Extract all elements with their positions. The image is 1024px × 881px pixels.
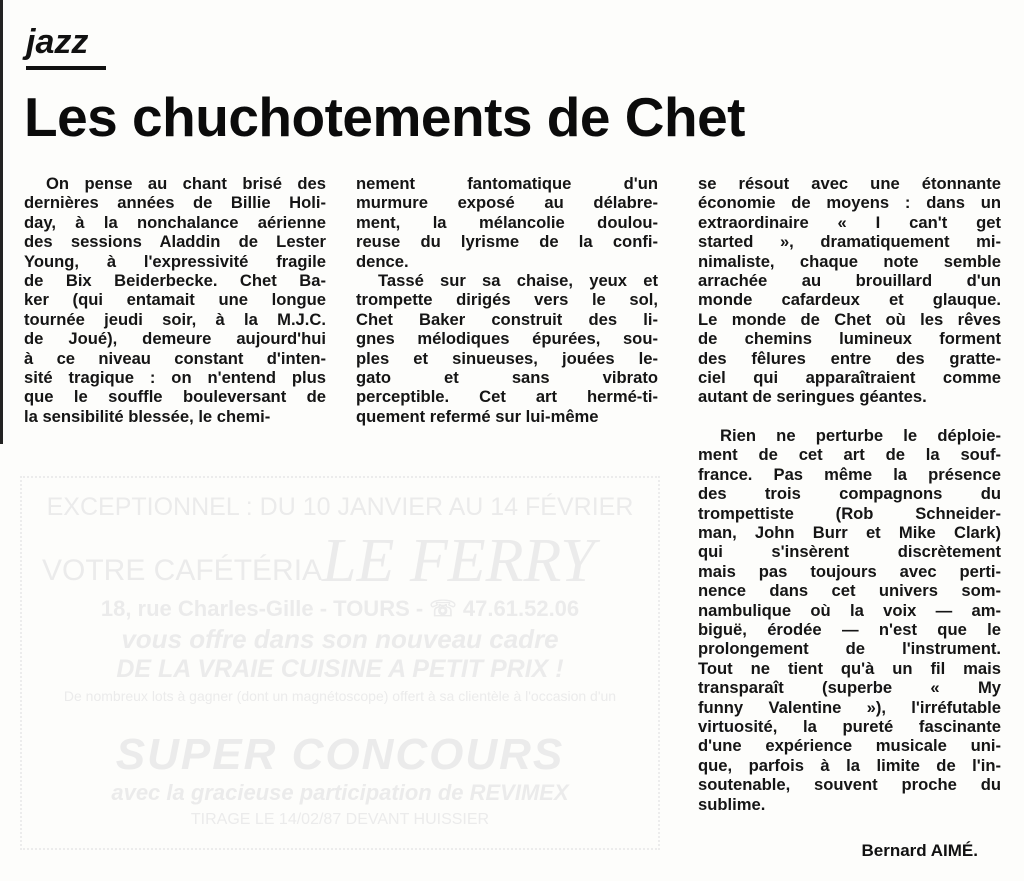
article-text-line: trompette dirigés vers le sol, [356, 290, 658, 310]
article-text-line: transparaît (superbe « My [698, 678, 1001, 698]
article-column-2 [356, 174, 658, 426]
ad-cuisine: DE LA VRAIE CUISINE A PETIT PRIX ! [116, 655, 564, 683]
article-text-line: Chet Baker construit des li- [356, 309, 658, 329]
article-text-line: quement refermé sur lui-même [356, 406, 599, 426]
kicker-underline [26, 66, 106, 70]
article-text-line: ples et sinueuses, jouées le- [356, 348, 658, 368]
article-text-line: nence dans cet univers som- [698, 581, 1001, 601]
article-text-line: de Bix Beiderbecke. Chet Ba- [24, 271, 326, 291]
article-text-line: Tout ne tient qu'à un fil mais [698, 658, 1001, 678]
article-text-line: man, John Burr et Mike Clark) [698, 522, 1001, 542]
author-byline: Bernard AIMÉ. [861, 841, 978, 860]
article-text-line: trompettiste (Rob Schneider- [698, 503, 1001, 523]
article-text-line: ment, la mélancolie doulou- [356, 212, 658, 232]
article-text-line: des trois compagnons du [698, 484, 1001, 504]
article-text-line: Tassé sur sa chaise, yeux et [378, 271, 658, 291]
article-text-line: On pense au chant brisé des [46, 174, 326, 193]
faded-advertisement [20, 476, 660, 850]
paragraph-gap [698, 407, 1001, 426]
article-column-3 [698, 174, 1001, 814]
ad-prizes: De nombreux lots à gagner (dont un magnétoscope) offert à sa clientèle à l'occasion d'un [63, 688, 617, 704]
article-text-line: dence. [356, 251, 409, 271]
article-text-line: ker (qui entamait une longue [24, 290, 326, 310]
ad-address: 18, rue Charles-Gille - TOURS - ☏ 47.61.52.06 [100, 596, 580, 621]
ad-contest: SUPER CONCOURS [115, 730, 565, 779]
article-text-line: perceptible. Cet art hermé-ti- [356, 387, 658, 407]
ad-draw: TIRAGE LE 14/02/87 DEVANT HUISSIER [190, 811, 490, 828]
article-text-line: que le souffle bouleversant de [24, 387, 326, 407]
article-text-line: des fêlures entre des gratte- [698, 348, 1001, 368]
article-text-line: à ce niveau constant d'inten- [24, 348, 326, 368]
article-text-line: extraordinaire « I can't get [698, 212, 1001, 232]
article-text-line: day, à la nonchalance aérienne [24, 212, 326, 232]
article-text-line: Young, à l'expressivité fragile [24, 251, 326, 271]
article-text-line: que, parfois à la limite de l'in- [698, 755, 1001, 775]
article-headline: Les chuchotements de Chet [24, 86, 745, 148]
article-text-line: de chemins lumineux forment [698, 329, 1001, 349]
article-text-line: gnes mélodiques épurées, sou- [356, 329, 658, 349]
article-text-line: funny Valentine »), l'irréfutable [698, 697, 1001, 717]
ad-brand: LE FERRY [322, 527, 595, 595]
ad-cafeteria-label: VOTRE CAFÉTÉRIA [42, 554, 323, 587]
article-text-line: Le monde de Chet où les rêves [698, 309, 1001, 329]
article-text-line: reuse du lyrisme de la confi- [356, 232, 658, 252]
article-text-line: arrachée au brouillard d'un [698, 271, 1001, 291]
article-text-line: autant de seringues géantes. [698, 387, 927, 407]
article-text-line: biguë, érodée — n'est que le [698, 619, 1001, 639]
article-text-line: ciel qui apparaîtraient comme [698, 368, 1001, 388]
article-text-line: mais pas toujours avec perti- [698, 561, 1001, 581]
ad-offer: vous offre dans son nouveau cadre [121, 624, 559, 654]
article-text-line: Rien ne perturbe le déploie- [720, 425, 1001, 445]
article-text-line: gato et sans vibrato [356, 368, 658, 388]
article-text-line: started », dramatiquement mi- [698, 232, 1001, 252]
article-text-line: qui s'insèrent discrètement [698, 542, 1001, 562]
article-text-line: france. Pas même la présence [698, 464, 1001, 484]
article-text-line: nement fantomatique d'un [356, 174, 658, 193]
article-text-line: tournée jeudi soir, à la M.J.C. [24, 309, 326, 329]
article-text-line: sité tragique : on n'entend plus [24, 368, 326, 388]
article-text-line: économie de moyens : dans un [698, 193, 1001, 213]
article-text-line: dernières années de Billie Holi- [24, 193, 326, 213]
article-text-line: de Joué), demeure aujourd'hui [24, 329, 326, 349]
article-text-line: la sensibilité blessée, le chemi- [24, 406, 271, 426]
article-column-1 [24, 174, 326, 426]
article-text-line: virtuosité, la pureté fascinante [698, 716, 1001, 736]
article-text-line: nimaliste, chaque note semble [698, 251, 1001, 271]
article-text-line: ment de cet art de la souf- [698, 445, 1001, 465]
article-text-line: se résout avec une étonnante [698, 174, 1001, 193]
article-text-line: d'une expérience musicale uni- [698, 736, 1001, 756]
article-text-line: murmure exposé au délabre- [356, 193, 658, 213]
article-text-line: monde cafardeux et glauque. [698, 290, 1001, 310]
article-text-line: prolongement de l'instrument. [698, 639, 1001, 659]
article-text-line: nambulique où la voix — am- [698, 600, 1001, 620]
article-text-line: des sessions Aladdin de Lester [24, 232, 326, 252]
section-kicker: jazz [26, 23, 89, 61]
left-margin-rule [0, 0, 3, 444]
ad-dates: EXCEPTIONNEL : DU 10 JANVIER AU 14 FÉVRIER [46, 493, 634, 521]
ad-sponsor: avec la gracieuse participation de REVIMEX [111, 780, 569, 805]
article-text-line: sublime. [698, 794, 766, 814]
article-text-line: soutenable, souvent proche du [698, 775, 1001, 795]
